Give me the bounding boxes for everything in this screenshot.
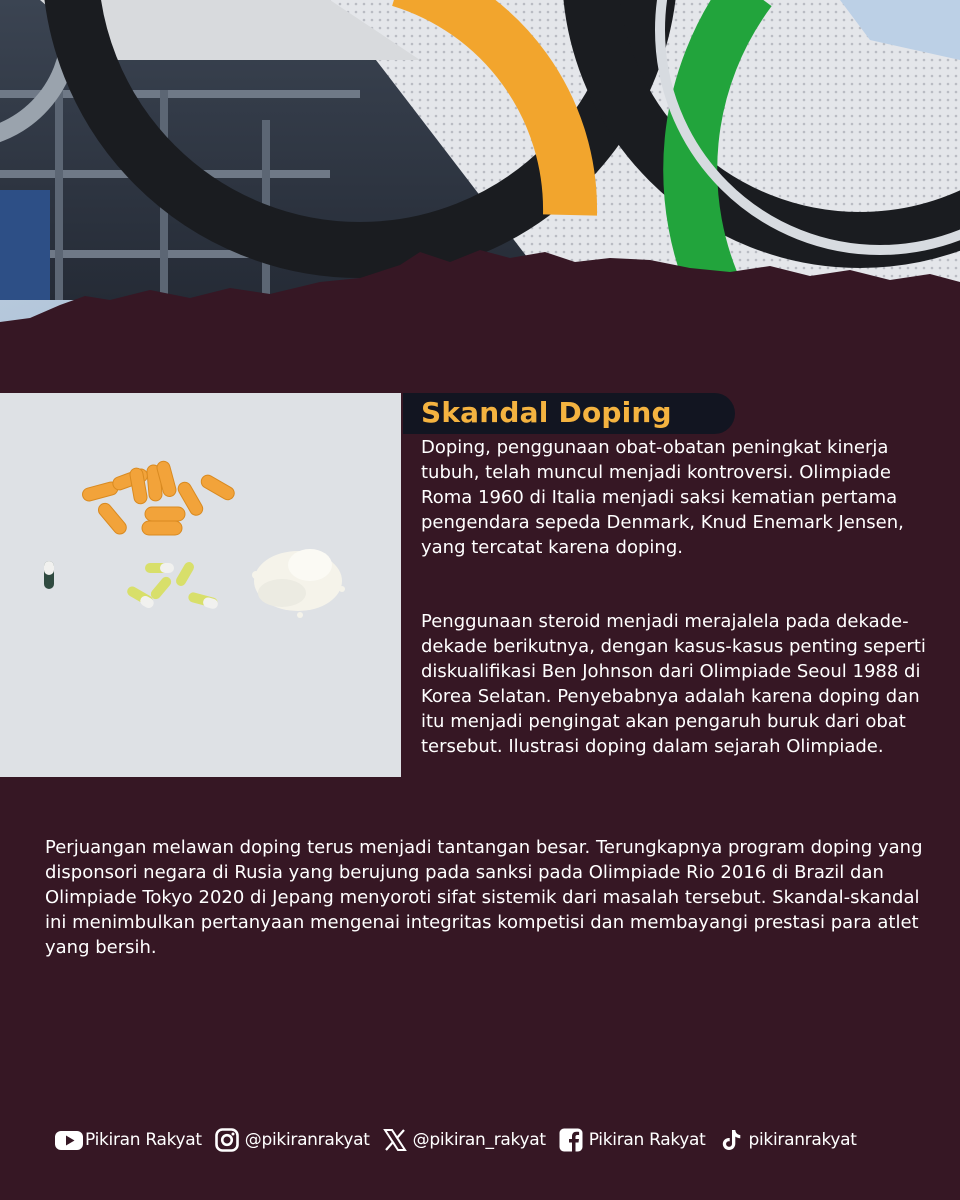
youtube-icon (54, 1127, 80, 1153)
hero-image-olympic-rings (0, 0, 960, 330)
social-footer (54, 1125, 857, 1155)
social-label-x: @pikiran_rakyat (412, 1130, 546, 1150)
article-paragraph-1: Doping, penggunaan obat-obatan peningkat kinerja tubuh, telah muncul menjadi kontroversi. Olimpiade Roma 1960 di Italia menjadi saksi kematian pertama pengendara sepeda Denmark, Knud Enemark Jensen, yang tercatat karena doping. (421, 437, 904, 558)
social-label-youtube: Pikiran Rakyat (85, 1130, 202, 1150)
social-label-instagram: @pikiranrakyat (244, 1130, 370, 1150)
social-instagram[interactable] (214, 1127, 370, 1153)
instagram-icon (214, 1127, 240, 1153)
x-icon (382, 1127, 408, 1153)
social-x[interactable] (382, 1127, 546, 1153)
social-label-facebook: Pikiran Rakyat (588, 1130, 706, 1150)
article-paragraph-3: Perjuangan melawan doping terus menjadi tantangan besar. Terungkapnya program doping yang disponsori negara di Rusia yang berujung pada sanksi pada Olimpiade Rio 2016 di Brazil dan Olimpiade Tokyo 2020 di Jepang menyoroti sifat sistemik dari masalah tersebut. Skandal-skandal ini menimbulkan pertanyaan mengenai integritas kompetisi dan membayangi prestasi para atlet yang bersih. (45, 837, 923, 958)
social-youtube[interactable] (54, 1127, 202, 1153)
social-label-tiktok: pikiranrakyat (748, 1130, 857, 1150)
social-tiktok[interactable] (718, 1127, 857, 1153)
facebook-icon (558, 1127, 584, 1153)
article-title: Skandal Doping (421, 396, 672, 429)
social-facebook[interactable] (558, 1127, 706, 1153)
article-paragraph-2: Penggunaan steroid menjadi merajalela pada dekade-dekade berikutnya, dengan kasus-kasus penting seperti diskualifikasi Ben Johnson dari Olimpiade Seoul 1988 di Korea Selatan. Penyebabnya adalah karena doping dan itu menjadi pengingat akan pengaruh buruk dari obat tersebut. Ilustrasi doping dalam sejarah Olimpiade. (421, 611, 926, 757)
tiktok-icon (718, 1127, 744, 1153)
pills-photo (0, 393, 401, 777)
